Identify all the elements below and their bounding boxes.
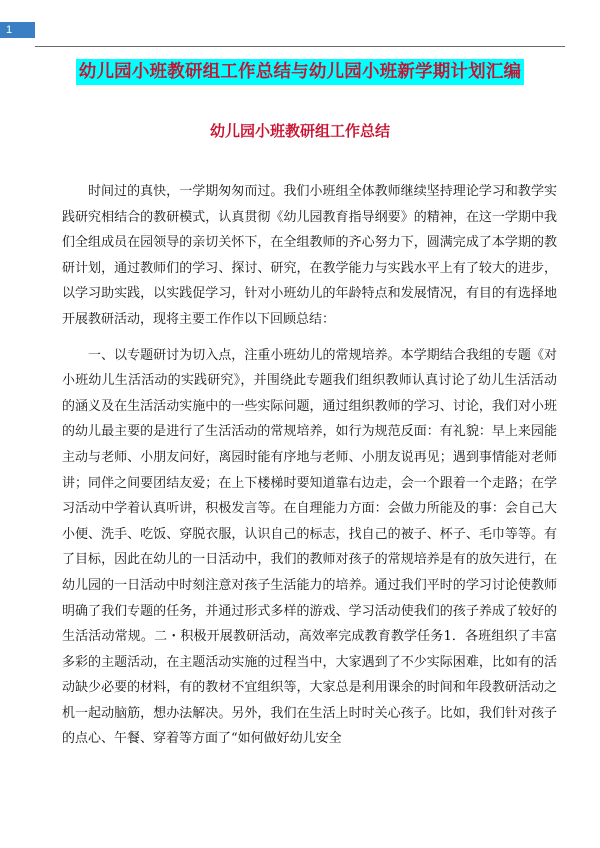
paragraph-part-one: 一、以专题研讨为切入点，注重小班幼儿的常规培养。本学期结合我组的专题《对小班幼儿生活活动的实践研究》，并围绕此专题我们组织教师认真讨论了幼儿生活活动的涵义及在生活活动实施中的一些实际问题，通过组织教师的学习、讨论，我们对小班的幼儿最主要的是进行了生活活动的常规培养，如行为规范反面：有礼貌：早上来园能主动与老师、小朋友问好，离园时能有序地与老师、小朋友说再见；遇到事情能对老师讲；同伴之间要团结友爱；在上下楼梯时要知道靠右边走，会一个跟着一个走路；在学习活动中学着认真听讲，积极发言等。在自理能力方面：会做力所能及的事：会自己大小便、洗手、吃饭、穿脱衣服，认识自己的标志，找自己的被子、杯子、毛巾等等。有了目标，因此在幼儿的一日活动中，我们的教师对孩子的常规培养是有的放矢进行，在幼儿园的一日活动中时刻注意对孩子生活能力的培养。通过我们平时的学习讨论使教师明确了我们专题的任务，并通过形式多样的游戏、学习活动使我们的孩子养成了较好的生活活动常规。二・积极开展教研活动，高效率完成教育教学任务1．各班组织了丰富多彩的主题活动，在主题活动实施的过程当中，大家遇到了不少实际困难，比如有的活动缺少必要的材料，有的教材不宜组织等，大家总是利用课余的时间和年段教研活动之机一起动脑筋，想办法解决。另外，我们在生活上时时关心孩子。比如，我们针对孩子的点心、午餐、穿着等方面了“如何做好幼儿安全: [62, 347, 557, 747]
section-title: 幼儿园小班教研组工作总结: [209, 122, 390, 140]
document-body: [62, 179, 557, 752]
page-number: 1: [6, 24, 13, 36]
document-title: 幼儿园小班教研组工作总结与幼儿园小班新学期计划汇编: [76, 59, 525, 85]
paragraph-intro: 时间过的真快，一学期匆匆而过。我们小班组全体教师继续坚持理论学习和教学实践研究相结合的教研模式，认真贯彻《幼儿园教育指导纲要》的精神，在这一学期中我们全组成员在园领导的亲切关怀下，在全组教师的齐心努力下，圆满完成了本学期的教研计划，通过教师们的学习、探讨、研究，在教学能力与实践水平上有了较大的进步，以学习助实践，以实践促学习，针对小班幼儿的年龄特点和发展情况，有目的有选择地开展教研活动，现将主要工作作以下回顾总结：: [62, 184, 557, 327]
page-number-badge: [0, 22, 35, 38]
header-divider: [35, 46, 565, 47]
title-container: [0, 59, 600, 85]
